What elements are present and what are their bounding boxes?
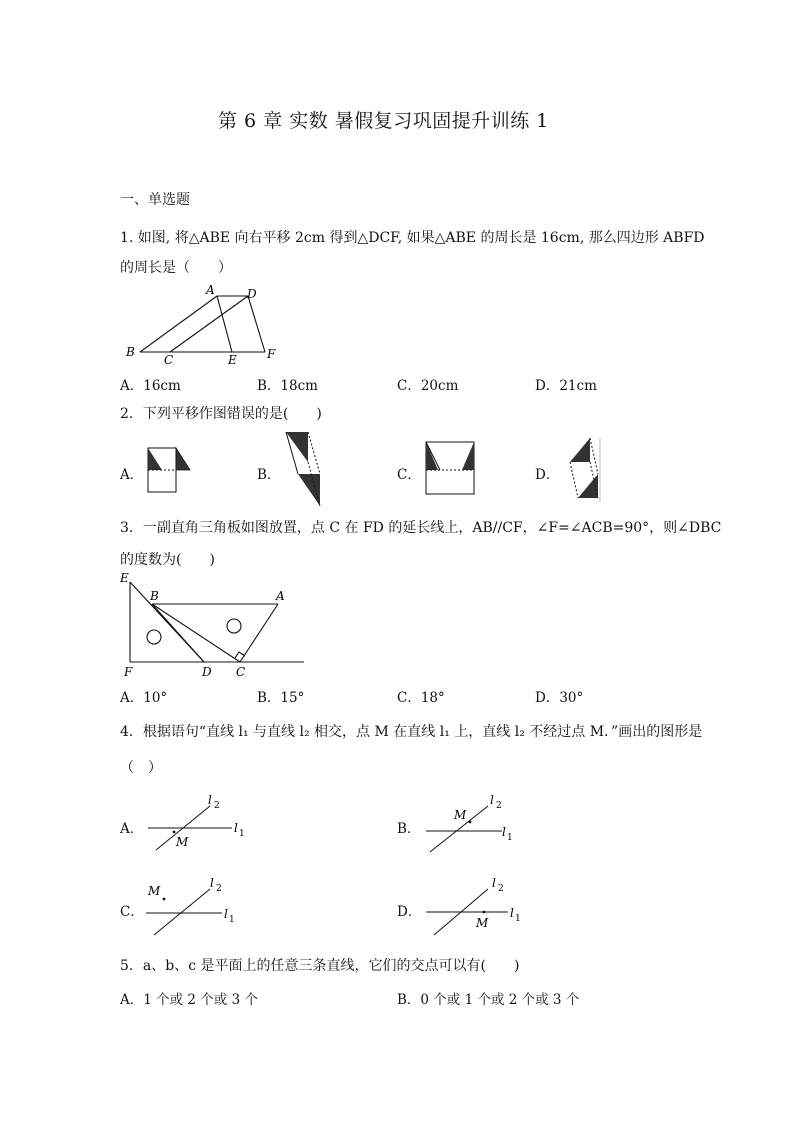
q3-option-b[interactable]: B．15° [257, 690, 305, 706]
q1-option-b[interactable]: B．18cm [257, 378, 318, 394]
q4d-label-l1: l [510, 906, 514, 920]
q4d-sub-1: 1 [515, 914, 521, 924]
q2-option-a[interactable]: A． [120, 467, 144, 483]
q4-option-c[interactable]: C． [120, 904, 144, 920]
q5-stem: 5．a、b、c 是平面上的任意三条直线，它们的交点可以有( ) [120, 958, 520, 974]
page-title: 第 6 章 实数 暑假复习巩固提升训练 1 [218, 110, 549, 132]
q1-figure [120, 282, 290, 367]
q4d-sub-2: 2 [498, 884, 504, 894]
q1-label-B: B [126, 345, 135, 359]
q4b-label-M: M [454, 808, 467, 822]
q4a-label-l2: l [208, 793, 212, 807]
q2-figure-b [284, 430, 328, 510]
q4-stem-line1: 4．根据语句“直线 l₁ 与直线 l₂ 相交，点 M 在直线 l₁ 上，直线 l₂ 不经过点 M．”画出的图形是 [120, 724, 703, 740]
q3-option-d[interactable]: D．30° [535, 690, 584, 706]
q4-figure-b [424, 790, 534, 854]
q4c-label-l2: l [210, 876, 214, 890]
q5-option-a[interactable]: A．1 个或 2 个或 3 个 [120, 992, 258, 1008]
q3-label-A: A [276, 589, 285, 603]
q4a-sub-2: 2 [214, 801, 220, 811]
q4c-sub-2: 2 [216, 884, 222, 894]
q4b-label-l1: l [502, 825, 506, 839]
q1-line-CD [170, 296, 248, 352]
q1-label-A: A [206, 283, 215, 297]
q4b-sub-2: 2 [496, 801, 502, 811]
q4c-label-M: M [148, 884, 161, 898]
q4a-label-M: M [176, 835, 189, 849]
q2-option-c[interactable]: C． [397, 467, 421, 483]
q5-option-b[interactable]: B．0 个或 1 个或 2 个或 3 个 [397, 992, 580, 1008]
q3-label-C: C [236, 665, 246, 679]
q1-line-DF [248, 296, 265, 352]
q3-label-F: F [124, 665, 133, 679]
q3-line-AC [240, 604, 278, 662]
q1-option-c[interactable]: C．20cm [397, 378, 459, 394]
q1-label-F: F [267, 347, 276, 361]
q1-label-E: E [228, 353, 237, 367]
q1-stem-line2: 的周长是（ ） [120, 260, 232, 276]
q4-option-d[interactable]: D． [397, 904, 422, 920]
q4b-label-l2: l [490, 793, 494, 807]
q4d-label-l2: l [492, 876, 496, 890]
q1-label-C: C [164, 353, 174, 367]
q4-figure-c [140, 873, 250, 937]
q3-option-a[interactable]: A．10° [120, 690, 168, 706]
q3-hole-right [227, 619, 241, 633]
q4c-sub-1: 1 [229, 915, 235, 925]
q3-option-c[interactable]: C．18° [397, 690, 445, 706]
q3-stem-line1: 3．一副直角三角板如图放置，点 C 在 FD 的延长线上，AB//CF，∠F=∠ACB=90°，则∠DBC [120, 520, 722, 536]
q3-stem-line2: 的度数为( ) [120, 552, 215, 568]
q4-option-b[interactable]: B． [397, 821, 421, 837]
q1-option-d[interactable]: D．21cm [535, 378, 597, 394]
q1-stem-line1: 1. 如图, 将△ABE 向右平移 2cm 得到△DCF, 如果△ABE 的周长是 16cm, 那么四边形 ABFD [120, 230, 705, 246]
q2-stem: 2．下列平移作图错误的是( ) [120, 406, 322, 422]
q1-label-D: D [247, 287, 257, 301]
q2-option-d[interactable]: D． [535, 467, 560, 483]
q4-figure-d [424, 873, 534, 937]
q4c-label-l1: l [224, 907, 228, 921]
q4b-sub-1: 1 [507, 833, 513, 843]
q3-label-B: B [150, 589, 159, 603]
q2-figure-d [564, 436, 606, 504]
q1-line-AE [217, 296, 232, 352]
q4d-label-M: M [476, 916, 489, 930]
q4-stem-line2: （ ） [120, 760, 162, 776]
q2-option-b[interactable]: B． [257, 467, 281, 483]
q4a-sub-1: 1 [239, 829, 245, 839]
q3-label-D: D [202, 665, 212, 679]
q1-option-a[interactable]: A．16cm [120, 378, 181, 394]
q3-label-E: E [120, 571, 129, 585]
q2-figure-c [424, 440, 476, 496]
section-heading: 一、单选题 [120, 192, 190, 208]
q4-option-a[interactable]: A． [120, 821, 144, 837]
q4a-label-l1: l [234, 821, 238, 835]
q3-hole-left [147, 630, 161, 644]
q4-figure-a [146, 790, 256, 854]
q3-figure [116, 571, 311, 679]
q1-line-BA [140, 296, 217, 352]
q2-figure-a [146, 446, 194, 494]
